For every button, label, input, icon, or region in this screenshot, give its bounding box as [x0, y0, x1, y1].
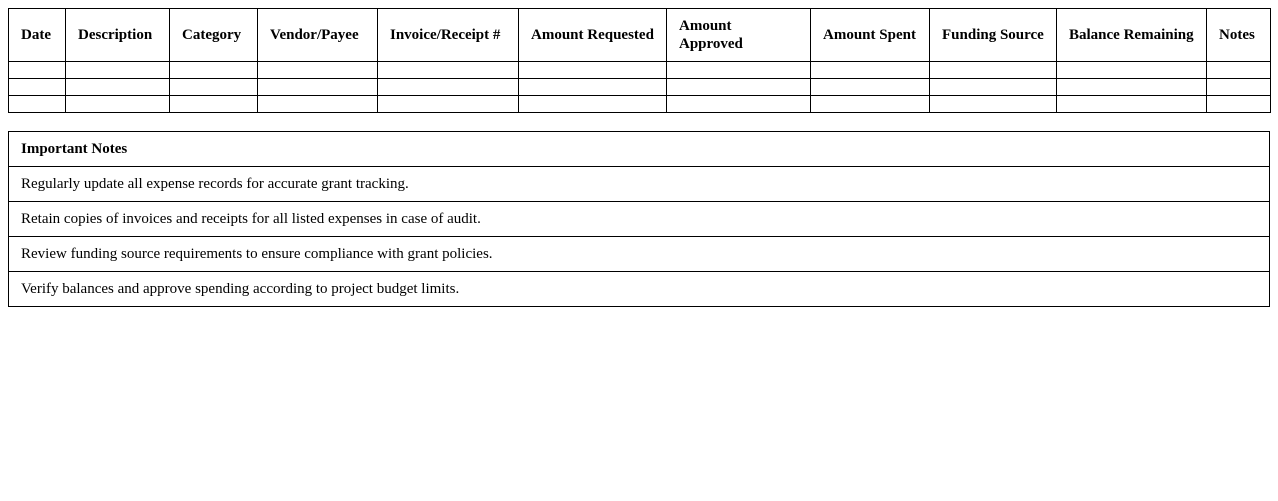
table-cell[interactable] — [1057, 79, 1207, 96]
header-invoice-receipt: Invoice/Receipt # — [378, 9, 519, 62]
header-balance-remaining: Balance Remaining — [1057, 9, 1207, 62]
table-cell[interactable] — [930, 62, 1057, 79]
table-row — [9, 79, 1271, 96]
table-cell[interactable] — [258, 79, 378, 96]
note-text: Review funding source requirements to ensure compliance with grant policies. — [9, 237, 1270, 272]
table-cell[interactable] — [1207, 79, 1271, 96]
table-cell[interactable] — [378, 79, 519, 96]
table-cell[interactable] — [667, 96, 811, 113]
table-cell[interactable] — [519, 96, 667, 113]
table-cell[interactable] — [378, 96, 519, 113]
header-amount-spent: Amount Spent — [811, 9, 930, 62]
important-notes-table — [8, 131, 1270, 307]
table-cell[interactable] — [1207, 96, 1271, 113]
header-notes: Notes — [1207, 9, 1271, 62]
expense-table-header-row — [9, 9, 1271, 62]
table-cell[interactable] — [811, 62, 930, 79]
table-cell[interactable] — [1057, 96, 1207, 113]
table-cell[interactable] — [258, 62, 378, 79]
header-vendor-payee: Vendor/Payee — [258, 9, 378, 62]
header-description: Description — [66, 9, 170, 62]
table-cell[interactable] — [170, 79, 258, 96]
notes-heading-row — [9, 132, 1270, 167]
table-cell[interactable] — [66, 79, 170, 96]
table-cell[interactable] — [66, 62, 170, 79]
table-cell[interactable] — [9, 62, 66, 79]
list-item — [9, 237, 1270, 272]
table-cell[interactable] — [519, 79, 667, 96]
table-cell[interactable] — [1057, 62, 1207, 79]
table-cell[interactable] — [811, 96, 930, 113]
table-cell[interactable] — [9, 96, 66, 113]
table-cell[interactable] — [930, 96, 1057, 113]
notes-heading: Important Notes — [9, 132, 1270, 167]
table-cell[interactable] — [170, 62, 258, 79]
table-cell[interactable] — [811, 79, 930, 96]
table-cell[interactable] — [1207, 62, 1271, 79]
expense-table — [8, 8, 1271, 113]
header-amount-requested: Amount Requested — [519, 9, 667, 62]
note-text: Regularly update all expense records for accurate grant tracking. — [9, 167, 1270, 202]
note-text: Retain copies of invoices and receipts for all listed expenses in case of audit. — [9, 202, 1270, 237]
note-text: Verify balances and approve spending according to project budget limits. — [9, 272, 1270, 307]
table-cell[interactable] — [378, 62, 519, 79]
table-cell[interactable] — [258, 96, 378, 113]
header-category: Category — [170, 9, 258, 62]
table-cell[interactable] — [9, 79, 66, 96]
table-row — [9, 62, 1271, 79]
table-cell[interactable] — [667, 79, 811, 96]
table-row — [9, 96, 1271, 113]
header-amount-approved: Amount Approved — [667, 9, 811, 62]
table-cell[interactable] — [519, 62, 667, 79]
table-cell[interactable] — [667, 62, 811, 79]
list-item — [9, 202, 1270, 237]
table-cell[interactable] — [930, 79, 1057, 96]
header-funding-source: Funding Source — [930, 9, 1057, 62]
list-item — [9, 167, 1270, 202]
list-item — [9, 272, 1270, 307]
header-date: Date — [9, 9, 66, 62]
table-cell[interactable] — [66, 96, 170, 113]
table-cell[interactable] — [170, 96, 258, 113]
